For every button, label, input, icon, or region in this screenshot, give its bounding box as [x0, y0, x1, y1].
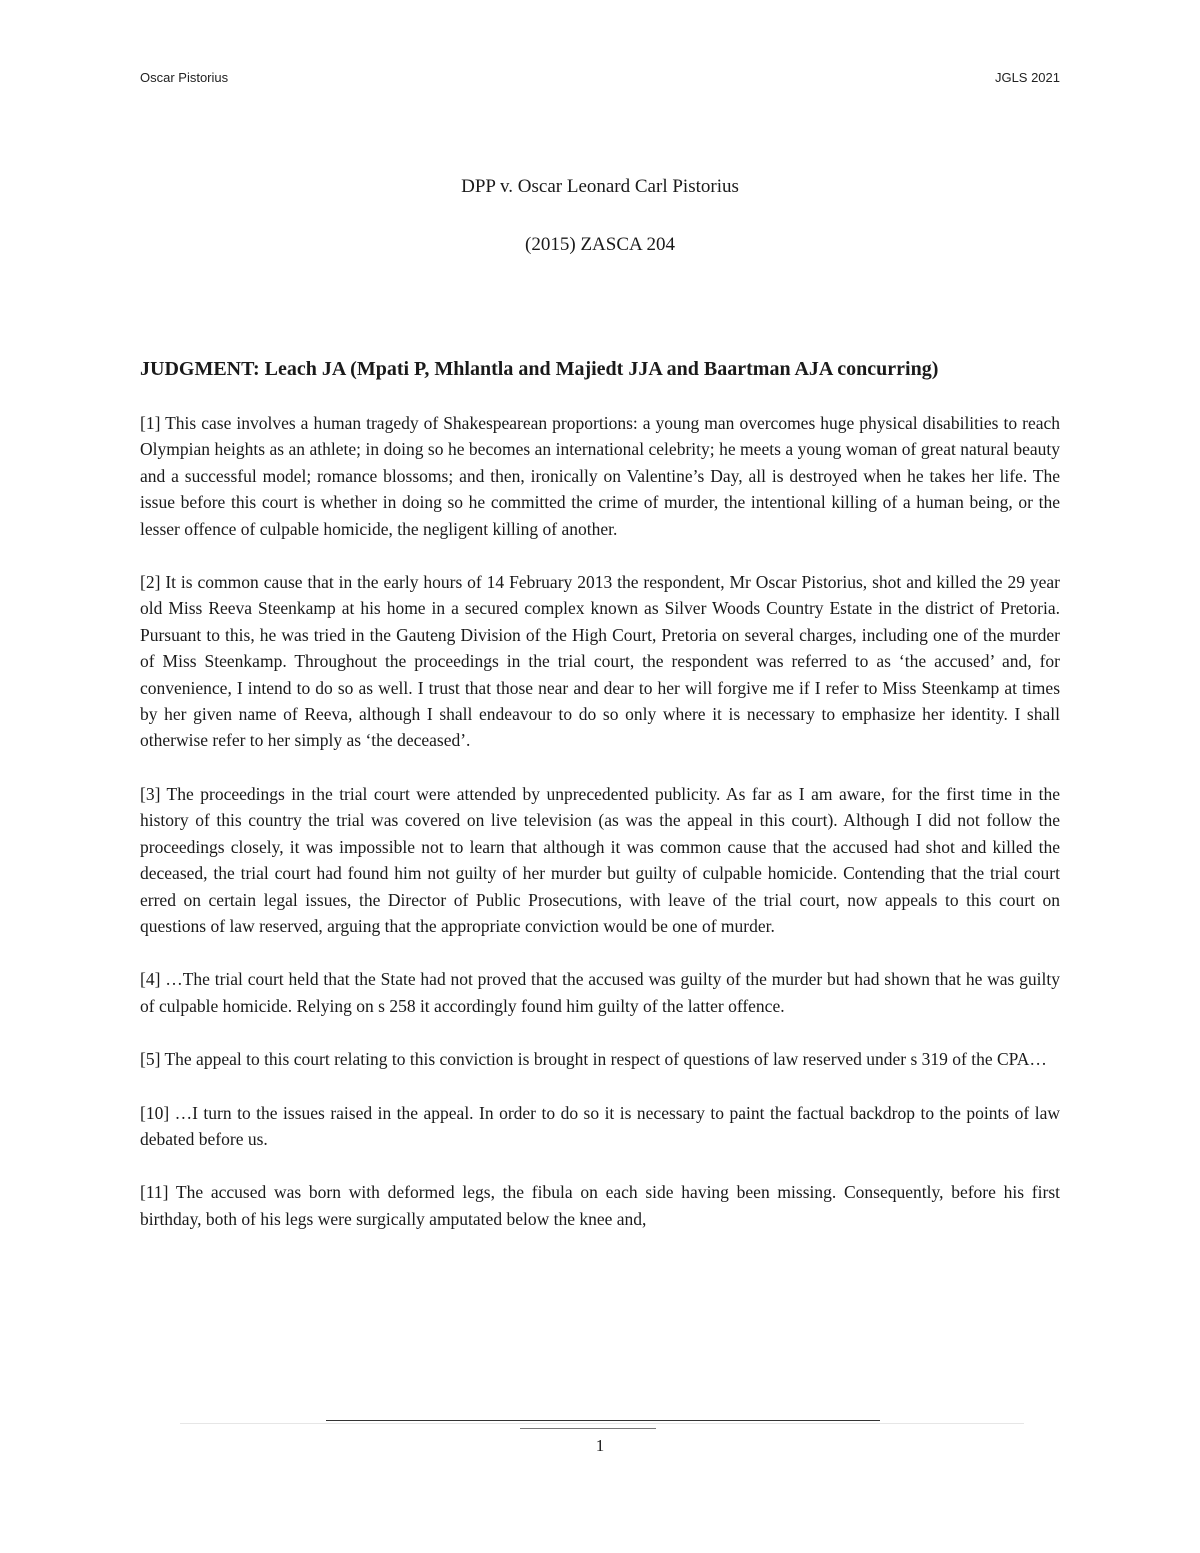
page-number: 1: [595, 1436, 605, 1455]
paragraph-3: [3] The proceedings in the trial court were attended by unprecedented publicity. As far as I am aware, for the first time in the history of this country the trial was covered on live television (as was the appeal in this court). Although I did not follow the proceedings closely, it was impossible not to learn that although it was common cause that the accused had shot and killed the deceased, the trial court had found him not guilty of her murder but guilty of culpable homicide. Contending that the trial court erred on certain legal issues, the Director of Public Prosecutions, with leave of the trial court, now appeals to this court on questions of law reserved, arguing that the appropriate conviction would be one of murder.: [140, 783, 1060, 936]
running-header: [140, 70, 1060, 90]
title-block: [140, 176, 1060, 262]
paragraph-1: [1] This case involves a human tragedy of Shakespearean proportions: a young man overcomes huge physical disabilities to reach Olympian heights as an athlete; in doing so he becomes an international celebrity; he meets a young woman of great natural beauty and a successful model; romance blossoms; and then, ironically on Valentine’s Day, all is destroyed when he takes her life. The issue before this court is whether in doing so he committed the crime of murder, the intentional killing of a human being, or the lesser offence of culpable homicide, the negligent killing of another.: [140, 413, 1060, 539]
case-citation: (2015) ZASCA 204: [525, 234, 675, 255]
footnote-rule: [326, 1420, 880, 1421]
paragraph-4: [4] …The trial court held that the State had not proved that the accused was guilty of the murder but had shown that he was guilty of culpable homicide. Relying on s 258 it accordingly found him guilty of the latter offence.: [140, 969, 1060, 1016]
footnote-rule-short: [520, 1428, 656, 1429]
paragraph-2: [2] It is common cause that in the early hours of 14 February 2013 the respondent, Mr Oscar Pistorius, shot and killed the 29 year old Miss Reeva Steenkamp at his home in a secured complex known as Silver Woods Country Estate in the district of Pretoria. Pursuant to this, he was tried in the Gauteng Division of the High Court, Pretoria on several charges, including one of the murder of Miss Steenkamp. Throughout the proceedings in the trial court, the respondent was referred to as ‘the accused’ and, for convenience, I intend to do so as well. I trust that those near and dear to her will forgive me if I refer to Miss Steenkamp at times by her given name of Reeva, although I shall endeavour to do so only where it is necessary to emphasize her identity. I shall otherwise refer to her simply as ‘the deceased’.: [140, 572, 1060, 751]
paragraph-11: [11] The accused was born with deformed legs, the fibula on each side having been missing. Consequently, before his first birthday, both of his legs were surgically amputated below the knee and,: [140, 1182, 1060, 1229]
paragraph-10: [10] …I turn to the issues raised in the appeal. In order to do so it is necessary to paint the factual backdrop to the points of law debated before us.: [140, 1102, 1060, 1149]
case-title: DPP v. Oscar Leonard Carl Pistorius: [461, 176, 739, 197]
header-author: Oscar Pistorius: [140, 70, 229, 85]
page-divider: [180, 1423, 1024, 1424]
judgment-heading: JUDGMENT: Leach JA (Mpati P, Mhlantla and Majiedt JJA and Baartman AJA concurring): [140, 358, 939, 380]
judgment-body: [140, 410, 1060, 1259]
paragraph-5: [5] The appeal to this court relating to this conviction is brought in respect of questions of law reserved under s 319 of the CPA…: [140, 1049, 1047, 1070]
header-journal: JGLS 2021: [994, 70, 1060, 85]
